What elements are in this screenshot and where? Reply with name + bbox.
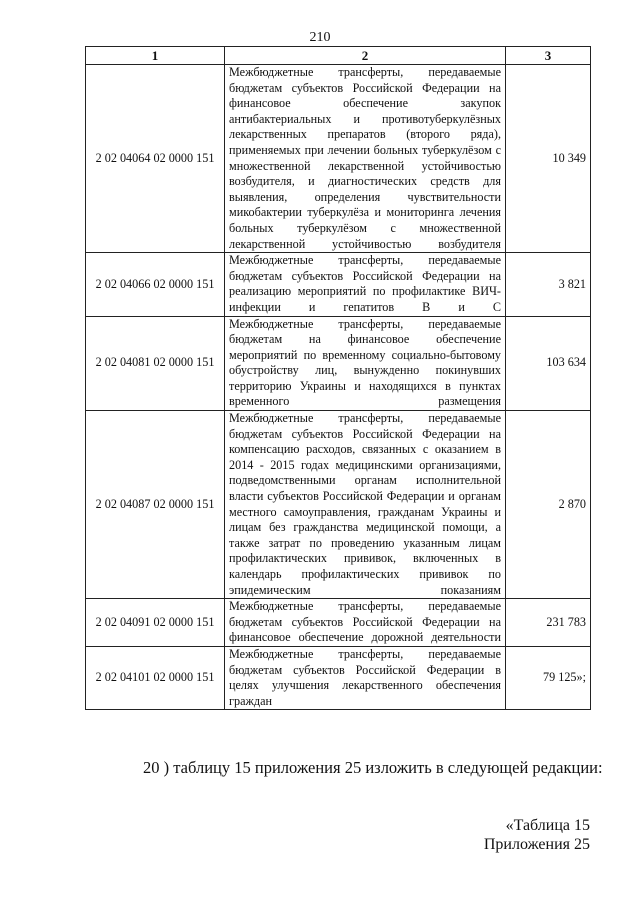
budget-code: 2 02 04064 02 0000 151 xyxy=(86,65,225,253)
amount: 231 783 xyxy=(506,599,591,647)
budget-table xyxy=(85,46,591,710)
transfer-description: Межбюджетные трансферты, передаваемые бюджетам субъектов Российской Федерации на финансовое обеспечение закупок антибактериальных и противотуберкулёзных лекарственных препаратов (второго ряда), применяемых при лечении больных туберкулёзом с множественной лекарственной устойчивостью возбудителя, и диагностических средств для выявления, определения чувствительности микобактерии туберкулёза и мониторинга лечения больных туберкулёзом с множественной лекарственной устойчивостью возбудителя xyxy=(225,65,506,253)
table-header-row xyxy=(86,47,591,65)
budget-code: 2 02 04087 02 0000 151 xyxy=(86,411,225,599)
caption-appendix-number: Приложения 25 xyxy=(483,836,590,853)
amendment-instruction: 20 ) таблицу 15 приложения 25 изложить в следующей редакции: xyxy=(143,758,603,777)
amount: 103 634 xyxy=(506,316,591,411)
budget-code: 2 02 04066 02 0000 151 xyxy=(86,253,225,316)
transfer-description: Межбюджетные трансферты, передаваемые бюджетам субъектов Российской Федерации на реализацию мероприятий по профилактике ВИЧ-инфекции и гепатитов В и С xyxy=(225,253,506,316)
header-col-3: 3 xyxy=(506,47,591,65)
amount: 2 870 xyxy=(506,411,591,599)
amount: 3 821 xyxy=(506,253,591,316)
budget-code: 2 02 04091 02 0000 151 xyxy=(86,599,225,647)
table-caption xyxy=(484,816,590,854)
transfer-description: Межбюджетные трансферты, передаваемые бюджетам субъектов Российской Федерации в целях улучшения лекарственного обеспечения граждан xyxy=(225,646,506,709)
transfer-description: Межбюджетные трансферты, передаваемые бюджетам на финансовое обеспечение мероприятий по временному социально-бытовому обустройству лиц, вынужденно покинувших территорию Украины и находящихся в пунктах временного размещения xyxy=(225,316,506,411)
amount: 79 125»; xyxy=(506,646,591,709)
amount: 10 349 xyxy=(506,65,591,253)
caption-table-number: «Таблица 15 xyxy=(505,817,590,834)
transfer-description: Межбюджетные трансферты, передаваемые бюджетам субъектов Российской Федерации на финансовое обеспечение дорожной деятельности xyxy=(225,599,506,647)
header-col-2: 2 xyxy=(225,47,506,65)
header-col-1: 1 xyxy=(86,47,225,65)
table-row xyxy=(86,316,591,411)
table-row xyxy=(86,253,591,316)
table-row xyxy=(86,65,591,253)
budget-code: 2 02 04081 02 0000 151 xyxy=(86,316,225,411)
budget-code: 2 02 04101 02 0000 151 xyxy=(86,646,225,709)
page-number: 210 xyxy=(309,30,331,45)
table-row xyxy=(86,411,591,599)
table-row xyxy=(86,599,591,647)
transfer-description: Межбюджетные трансферты, передаваемые бюджетам субъектов Российской Федерации на компенсацию расходов, связанных с оказанием в 2014 - 2015 годах медицинскими организациями, подведомственными органам исполнительной власти субъектов Российской Федерации и органам местного самоуправления, гражданам Украины и лицам без гражданства медицинской помощи, а также затрат по проведению указанным лицам профилактических прививок, включенных в календарь профилактических прививок по эпидемическим показаниям xyxy=(225,411,506,599)
table-row xyxy=(86,646,591,709)
